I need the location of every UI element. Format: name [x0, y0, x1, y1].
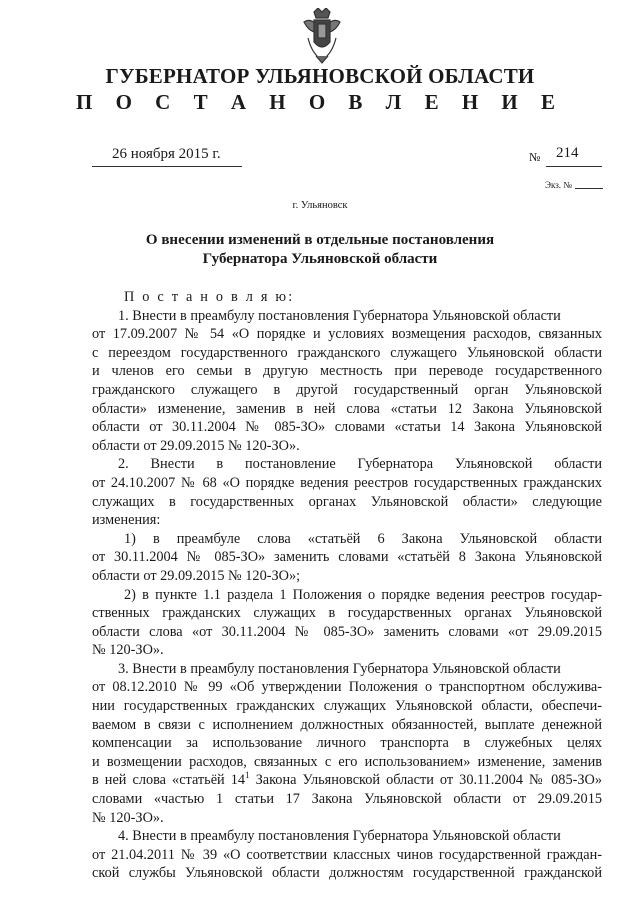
- text-segment: области от 29.09.2015 № 120-ЗО»;: [92, 567, 301, 584]
- text-segment: 1. Внести в преамбулу постановления Губернатора Ульяновской области: [118, 307, 561, 324]
- text-segment: от 08.12.2010 № 99 «Об утверждении Положения о транспортном обслужива-: [92, 679, 602, 696]
- text-segment: от 17.09.2007 № 54 «О порядке и условиях возмещения расходов, связанных: [92, 326, 602, 343]
- text-segment: компенсации за использование личного транспорта в служебных целях: [92, 735, 602, 752]
- text-line: [92, 400, 602, 419]
- text-segment: с переездом государственного гражданского служащего Ульяновской области: [92, 344, 602, 361]
- text-line: [92, 586, 602, 605]
- text-line: [92, 697, 602, 716]
- text-segment: № 120-ЗО».: [92, 642, 164, 659]
- text-line: [92, 344, 602, 363]
- text-line: [92, 455, 602, 474]
- text-line: [92, 567, 602, 586]
- text-line: [92, 493, 602, 512]
- text-segment: изменения:: [92, 512, 161, 529]
- text-segment: словами «частью 1 статьи 17 Закона Ульяновской области от 29.09.2015: [92, 791, 602, 808]
- text-segment: 4. Внести в преамбулу постановления Губернатора Ульяновской области: [118, 828, 561, 845]
- coat-of-arms-icon: [300, 8, 344, 64]
- text-segment: служащих в государственных органах Ульяновской области» следующие: [92, 493, 602, 510]
- preamble: П о с т а н о в л я ю:: [124, 289, 295, 305]
- text-line: [92, 381, 602, 400]
- text-line: [92, 548, 602, 567]
- date-underline: [92, 166, 242, 167]
- text-line: [92, 771, 602, 790]
- text-segment: области от 30.11.2004 № 085-ЗО» словами «статьи 14 Закона Ульяновской: [92, 419, 602, 436]
- document-title: [120, 231, 520, 269]
- text-segment: ственных гражданских служащих в государственных органах Ульяновской: [92, 605, 602, 622]
- text-line: [92, 827, 602, 846]
- text-segment: нии государственных гражданских служащих Ульяновской области, обеспечи-: [92, 698, 602, 715]
- text-line: [92, 846, 602, 865]
- text-segment: от 24.10.2007 № 68 «О порядке ведения реестров государственных гражданских: [92, 474, 602, 491]
- text-segment: и членов его семьи в другую местность при переводе государственного: [92, 363, 602, 380]
- text-line: [92, 734, 602, 753]
- text-line: [92, 307, 602, 326]
- authority-heading: ГУБЕРНАТОР УЛЬЯНОВСКОЙ ОБЛАСТИ: [105, 64, 535, 88]
- text-line: [92, 660, 602, 679]
- copy-number-label: Экз. №: [545, 180, 572, 190]
- document-date: 26 ноября 2015 г.: [112, 146, 221, 162]
- title-line: О внесении изменений в отдельные постановления: [145, 232, 495, 248]
- text-segment: 2) в пункте 1.1 раздела 1 Положения о порядке ведения реестров государ-: [124, 586, 602, 603]
- document-body: [92, 288, 602, 883]
- text-line: [92, 641, 602, 660]
- title-line: Губернатора Ульяновской области: [202, 251, 438, 267]
- text-segment: области слова «от 30.11.2004 № 085-ЗО» заменить словами «от 29.09.2015: [92, 623, 602, 640]
- text-line: [92, 809, 602, 828]
- text-line: [92, 437, 602, 456]
- text-segment: в ней слова «статьёй 14: [92, 772, 246, 789]
- text-line: [92, 474, 602, 493]
- number-underline: [546, 166, 602, 167]
- text-line: [92, 530, 602, 549]
- city-label: г. Ульяновск: [292, 200, 348, 211]
- text-line: [92, 623, 602, 642]
- text-line: [92, 325, 602, 344]
- text-segment: № 120-ЗО».: [92, 809, 164, 826]
- text-segment: Закона Ульяновской области от 30.11.2004 № 085-ЗО»: [249, 772, 602, 789]
- text-segment: от 21.04.2011 № 39 «О соответствии классных чинов государственной граждан-: [92, 846, 602, 863]
- text-segment: 3. Внести в преамбулу постановления Губернатора Ульяновской области: [118, 660, 561, 677]
- text-segment: области от 29.09.2015 № 120-ЗО».: [92, 437, 300, 454]
- copy-number-underline: [575, 188, 603, 189]
- text-line: [92, 418, 602, 437]
- superscript: 1: [245, 771, 250, 781]
- text-line: [92, 678, 602, 697]
- text-segment: и возмещении расходов, связанных с его использованием» изменение, заменив: [92, 753, 602, 770]
- text-segment: ваемом в связи с исполнением должностных обязанностей, выплате денежной: [92, 716, 602, 733]
- text-line: [92, 362, 602, 381]
- number-symbol: №: [529, 150, 541, 164]
- text-line: [92, 716, 602, 735]
- document-type-heading: П О С Т А Н О В Л Е Н И Е: [75, 90, 564, 114]
- text-segment: гражданского служащего в другой государственный орган Ульяновской: [92, 381, 602, 398]
- text-line: [92, 753, 602, 772]
- text-line: [92, 864, 602, 883]
- text-segment: 1) в преамбуле слова «статьёй 6 Закона Ульяновской области: [124, 530, 602, 547]
- text-segment: ской службы Ульяновской области должностям государственной гражданской: [92, 865, 602, 882]
- text-line: [92, 604, 602, 623]
- document-number: 214: [556, 145, 579, 161]
- text-segment: от 30.11.2004 № 085-ЗО» заменить словами «статьёй 8 Закона Ульяновской: [92, 549, 602, 566]
- text-segment: 2. Внести в постановление Губернатора Ульяновской области: [118, 456, 602, 473]
- text-line: [92, 511, 602, 530]
- text-segment: области» изменение, заменив в ней слова «статьи 12 Закона Ульяновской: [92, 400, 602, 417]
- text-line: [92, 790, 602, 809]
